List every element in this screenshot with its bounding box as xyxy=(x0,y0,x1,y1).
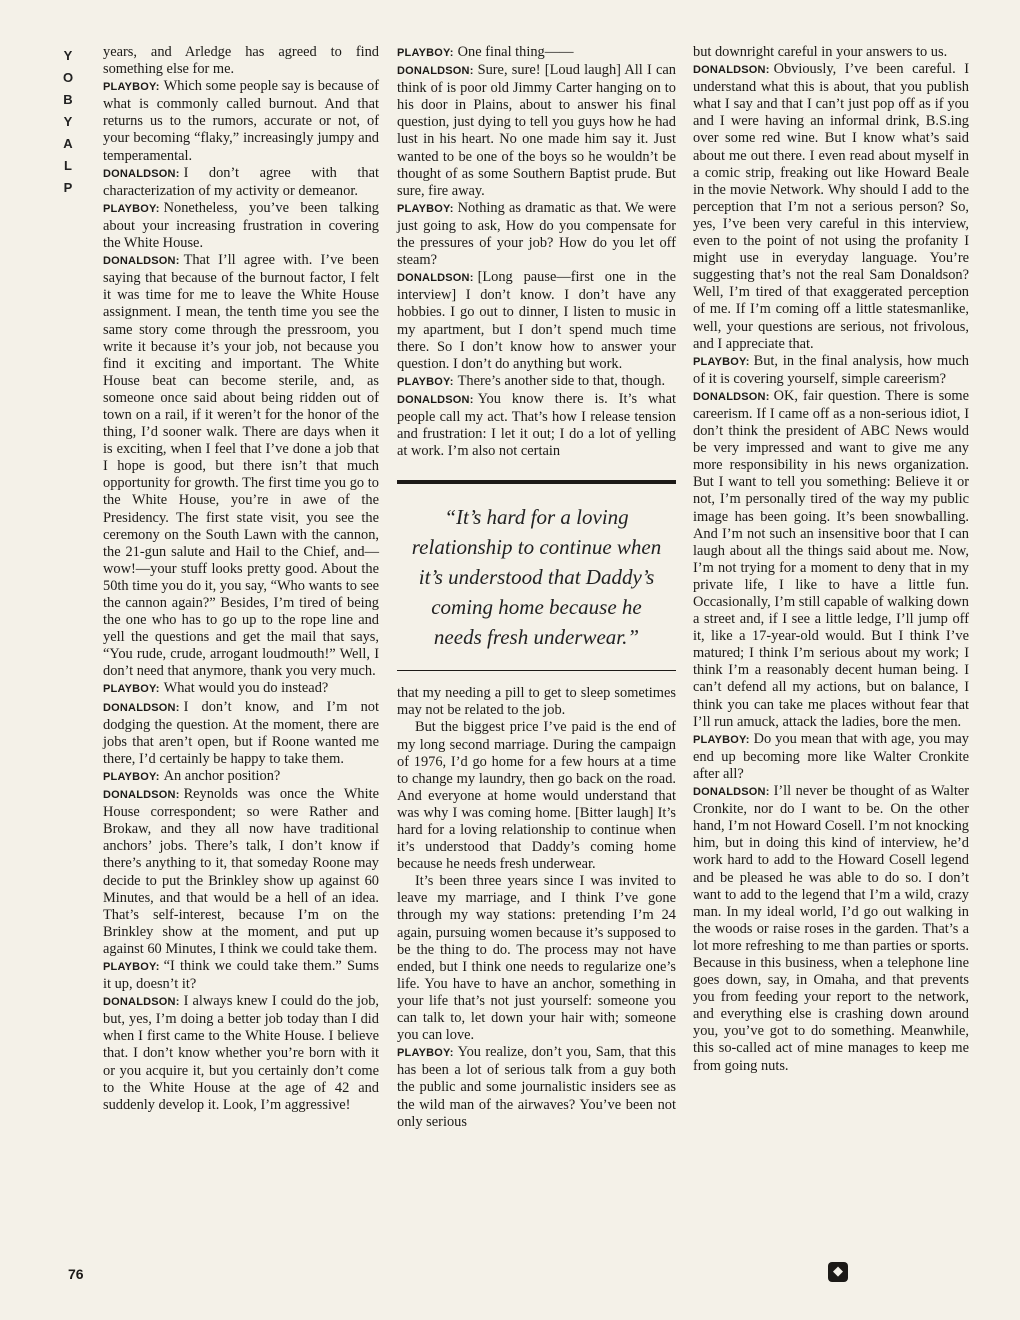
paragraph-text: Nothing as dramatic as that. We were just going to ask, How do you compensate for the pressures of your job? How do you let off steam? xyxy=(397,199,676,269)
speaker-label: PLAYBOY: xyxy=(103,770,160,783)
interview-paragraph xyxy=(397,269,676,373)
paragraph-text: But, in the final analysis, how much of it is covering yourself, simple careerism? xyxy=(693,352,969,387)
interview-paragraph xyxy=(397,373,676,391)
magazine-letter: B xyxy=(63,92,73,107)
paragraph-text: An anchor position? xyxy=(163,767,281,784)
column-2-text xyxy=(397,44,676,460)
paragraph-text: One final thing—— xyxy=(457,44,574,60)
interview-paragraph xyxy=(397,391,676,460)
paragraph-text: that my needing a pill to get to sleep sometimes may not be related to the job. xyxy=(397,685,676,719)
paragraph-text: Reynolds was once the White House correspondent; so were Rather and Brokaw, and they all now have traditional anchors’ jobs. There’s talk, I don’t know if there’s anything to it, that someday Roone may decide to put the Brinkley show up against 60 Minutes, and that would be a hell of an idea. That’s self-interest, because I’m on the Brinkley show at the moment, and put up against 60 Minutes, I think we could take them. xyxy=(103,786,379,957)
interview-paragraph xyxy=(397,873,676,1044)
magazine-letter: L xyxy=(64,158,72,173)
interview-paragraph xyxy=(103,200,379,252)
paragraph-text: Sure, sure! [Loud laugh] All I can think of is poor old Jimmy Carter hanging on to his door in Plains, about to answer his final question, just dying to tell you guys how he had lust in his heart. No one made him say it. Just wanted to be one of the boys so he wouldn’t be thought of as some Southern Baptist prude. But sure, fire away. xyxy=(397,62,676,199)
paragraph-text: but downright careful in your answers to us. xyxy=(693,44,948,60)
speaker-label: DONALDSON: xyxy=(103,255,180,268)
paragraph-text: “I think we could take them.” Sums it up, doesn’t it? xyxy=(103,957,379,993)
page-number: 76 xyxy=(68,1266,84,1282)
interview-paragraph xyxy=(103,680,379,698)
paragraph-text: years, and Arledge has agreed to find something else for me. xyxy=(103,44,379,78)
paragraph-text: You know there is. It’s what people call my act. That’s how I release tension and frustration: I let it out; I do a lot of yelling at work. I’m also not certain xyxy=(397,390,676,460)
paragraph-text: That I’ll agree with. I’ve been saying that because of the burnout factor, I felt it was time for me to leave the White House assignment. I mean, the tenth time you see the same story come through the pressroom, you write it because it’s your job, not because you find it exciting and important. The White House beat can become sterile, and, as someone once said about being ridden out of town on a rail, if it weren’t for the honor of the thing, I’d sooner walk. There are days when it is exciting, when I feel that I’ve done a job that I hope is good, but there isn’t that much opportunity for growth. The first time you go to the White House, you’re in awe of the Presidency. The first state visit, you see the ceremony on the South Lawn with the cannon, the 21-gun salute and Hail to the Chief, and—wow!—your stuff looks pretty good. About the 50th time you do it, you say, “Who wants to see the cannon again?” Besides, I’m tired of being the one who has to go up to the rope line and yell the questions and get the mail that says, “You rude, crude, arrogant loudmouth!” Well, I don’t need that anymore, thank you very much. xyxy=(103,252,379,680)
paragraph-text: You realize, don’t you, Sam, that this has been a lot of serious talk from a guy both the public and some journalistic insiders see as the wild man of the airwaves? You’ve been not only serious xyxy=(397,1044,676,1130)
rabbit-logo-icon: ◆ xyxy=(828,1262,848,1282)
paragraph-text: Nonetheless, you’ve been talking about your increasing frustration in covering the White House. xyxy=(103,199,379,252)
paragraph-text: There’s another side to that, though. xyxy=(457,372,666,389)
paragraph-text: Which some people say is because of what is commonly called burnout. And that returns us to the rumors, accurate or not, of your becoming “flaky,” increasingly jumpy and temperamental. xyxy=(103,78,379,164)
speaker-label: PLAYBOY: xyxy=(103,683,160,696)
interview-paragraph xyxy=(103,252,379,680)
magazine-letter: A xyxy=(63,136,73,151)
paragraph-text: What would you do instead? xyxy=(163,680,329,697)
speaker-label: DONALDSON: xyxy=(397,65,474,78)
speaker-label: PLAYBOY: xyxy=(397,1047,454,1060)
speaker-label: DONALDSON: xyxy=(103,701,180,714)
column-2-continued-text xyxy=(397,685,676,1130)
paragraph-text: I don’t know, and I’m not dodging the question. At the moment, there are jobs that aren’t open, but if Roone wanted me there, I’d certainly be happy to take them. xyxy=(103,698,379,767)
speaker-label: DONALDSON: xyxy=(397,272,474,285)
interview-paragraph xyxy=(103,78,379,164)
magazine-vertical-title xyxy=(57,45,79,199)
paragraph-text: I always knew I could do the job, but, yes, I’m doing a better job today than I did when I first came to the White House. I believe that. I don’t know whether you’re born with it or you acquire it, but you certainly don’t come to the White House at the age of 42 and suddenly develop it. Look, I’m aggressive! xyxy=(103,993,379,1113)
speaker-label: PLAYBOY: xyxy=(693,733,750,746)
interview-paragraph xyxy=(693,388,969,731)
interview-paragraph xyxy=(397,719,676,873)
pull-quote: “It’s hard for a loving relationship to continue when it’s understood that Daddy’s coming home because he needs fresh underwear.” xyxy=(397,480,676,671)
interview-paragraph xyxy=(693,44,969,61)
paragraph-text: I’ll never be thought of as Walter Cronkite, nor do I want to be. On the other hand, I’m not Howard Cosell. I’m not knocking him, but in doing this kind of interview, he’d work hard to add to the Howard Cosell legend and be pleased he was able to do so. I don’t want to add to the legend that I’m a wild, crazy man. In my ideal world, I’d go out walking in the woods or raise roses in the garden. That’s a lot more refreshing to me than parties or sports. Because in this business, when a telephone line goes down, say, in Omaha, and that prevents you from feeding your report to the network, and everything else is crashing down around you, you’ve got to do something. Meanwhile, this so-called act of mine manages to keep me from going nuts. xyxy=(693,783,969,1074)
interview-paragraph xyxy=(103,768,379,786)
paragraph-text: I don’t agree with that characterization of my activity or demeanor. xyxy=(103,164,379,199)
speaker-label: DONALDSON: xyxy=(693,786,770,799)
magazine-letter: P xyxy=(63,180,73,195)
speaker-label: DONALDSON: xyxy=(693,64,770,77)
article-column-3 xyxy=(693,44,969,1075)
speaker-label: PLAYBOY: xyxy=(103,202,160,215)
interview-paragraph xyxy=(397,685,676,719)
article-column-2 xyxy=(397,44,676,1131)
speaker-label: PLAYBOY: xyxy=(693,355,750,368)
paragraph-text: But the biggest price I’ve paid is the end of my long second marriage. During the campaign of 1976, I’d go home for a few hours at a time to change my laundry, then go back on the road. And everyone at home would understand that was why I was coming home. [Bitter laugh] It’s hard for a loving relationship to continue when it’s understood that Daddy’s coming home because he needs fresh underwear. xyxy=(397,719,676,873)
interview-paragraph xyxy=(397,62,676,200)
speaker-label: PLAYBOY: xyxy=(397,202,454,215)
interview-paragraph xyxy=(103,958,379,993)
magazine-letter: Y xyxy=(63,48,73,63)
interview-paragraph xyxy=(103,44,379,78)
interview-paragraph xyxy=(397,1044,676,1130)
paragraph-text: OK, fair question. There is some careerism. If I came off as a non-serious idiot, I don’t think the president of ABC News would be very impressed and want to give me any more responsibility in his news organization. But I want to tell you something: Believe it or not, I’m personally tired of the way my public image has been going. It’s been snowballing. And I’m not such an insensitive boor that I can laugh about all the things said about me. Now, I’m not trying for a moment to deny that in my private life, I like to have a little fun. Occasionally, I’m still capable of walking down a street and, if I see a little ledge, I’ll jump off it, like a 17-year-old would. But I think I’ve matured; I think I’m serious about my work; I think I’m a reasonably decent human being. I can’t defend all my actions, but on balance, I think you can take me places without fear that I’ll run amuck, attack the ladies, bore the men. xyxy=(693,387,970,730)
speaker-label: DONALDSON: xyxy=(693,390,770,403)
speaker-label: PLAYBOY: xyxy=(397,47,454,59)
magazine-letter: Y xyxy=(63,114,73,129)
speaker-label: DONALDSON: xyxy=(103,996,180,1009)
speaker-label: DONALDSON: xyxy=(103,167,180,180)
paragraph-text: [Long pause—first one in the interview] I don’t know. I don’t have any hobbies. I go out to dinner, I listen to music in my apartment, but I don’t spend much time there. So I don’t know how to answer your question. I don’t do anything but work. xyxy=(397,269,676,372)
paragraph-text: Obviously, I’ve been careful. I understand what this is about, that you publish what I say and that I can’t just pop off as if you and I were having an informal drink, B.S.ing over some red wine. But I know what’s said about me out there. I even read about myself in a comic strip, freaking out like Howard Beale in the movie Network. Why should I add to the perception that I’m not a serious person? So, yes, I’ve been very careful in this interview, even to the point of not using the profanity I might use in everyday language. You’re suggesting that’s not the real Sam Donaldson? Well, I’m tired of that exaggerated perception of me. If I’m coming off a little statesmanlike, well, your questions are serious, not frivolous, and I appreciate that. xyxy=(693,61,969,352)
interview-paragraph xyxy=(693,731,969,783)
interview-paragraph xyxy=(693,61,969,353)
speaker-label: DONALDSON: xyxy=(397,393,474,406)
interview-paragraph xyxy=(397,200,676,269)
interview-paragraph xyxy=(103,786,379,958)
speaker-label: PLAYBOY: xyxy=(397,375,454,388)
speaker-label: PLAYBOY: xyxy=(103,81,160,94)
paragraph-text: Do you mean that with age, you may end up becoming more like Walter Cronkite after all? xyxy=(693,730,969,782)
interview-paragraph xyxy=(103,699,379,768)
interview-paragraph xyxy=(103,165,379,200)
interview-paragraph xyxy=(693,783,969,1075)
interview-paragraph xyxy=(693,353,969,388)
speaker-label: DONALDSON: xyxy=(103,789,180,802)
article-column-1 xyxy=(103,44,379,1114)
speaker-label: PLAYBOY: xyxy=(103,960,160,973)
interview-paragraph xyxy=(103,993,379,1114)
interview-paragraph xyxy=(397,44,676,62)
magazine-letter: O xyxy=(62,70,74,85)
paragraph-text: It’s been three years since I was invited to leave my marriage, and I think I’ve gone through my way stations: pretending I’m 24 again, pursuing women because it’s supposed to be the thing to do. The process may not have ended, but I think one needs to regularize one’s life. You have to have an anchor, something in your life that’s not just yourself: someone you can talk to, let down your hair with; someone you can love. xyxy=(397,873,676,1044)
